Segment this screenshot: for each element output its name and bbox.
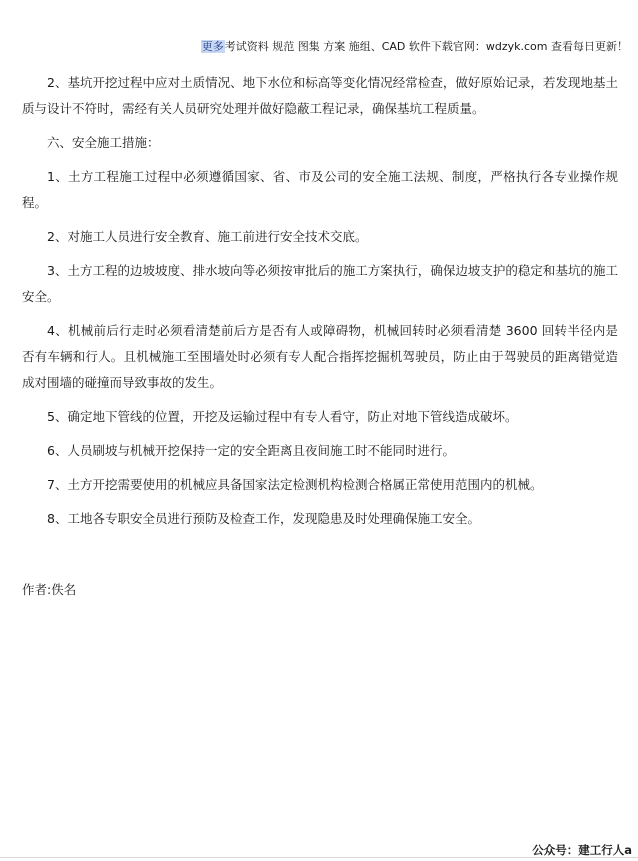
paragraph: 2、基坑开挖过程中应对土质情况、地下水位和标高等变化情况经常检查，做好原始记录，若发现地基土质与设计不符时，需经有关人员研究处理并做好隐蔽工程记录，确保基坑工程质量。 bbox=[22, 75, 618, 116]
footer-watermark: 公众号：建工行人a bbox=[532, 843, 632, 857]
paragraph: 4、机械前后行走时必须看清楚前后方是否有人或障碍物，机械回转时必须看清楚 3600 回转半径内是否有车辆和行人。且机械施工至围墙处时必须有专人配合指挥挖掘机驾驶员，防止由于驾驶员的距离错觉造成对围墙的碰撞而导致事故的发生。 bbox=[22, 323, 618, 390]
paragraph: 3、土方工程的边坡坡度、排水坡向等必须按审批后的施工方案执行，确保边坡支护的稳定和基坑的施工安全。 bbox=[22, 263, 618, 304]
header-text: 考试资料 规范 图集 方案 施组、CAD 软件下载官网：wdzyk.com 查看每日更新！ bbox=[224, 40, 628, 53]
paragraph: 8、工地各专职安全员进行预防及检查工作，发现隐患及时处理确保施工安全。 bbox=[47, 511, 480, 526]
document-body bbox=[22, 70, 618, 532]
paragraph: 7、土方开挖需要使用的机械应具备国家法定检测机构检测合格属正常使用范围内的机械。 bbox=[47, 477, 543, 492]
paragraph: 2、对施工人员进行安全教育、施工前进行安全技术交底。 bbox=[47, 229, 368, 244]
paragraph: 1、土方工程施工过程中必须遵循国家、省、市及公司的安全施工法规、制度，严格执行各专业操作规程。 bbox=[22, 169, 618, 210]
section-heading: 六、安全施工措施： bbox=[47, 135, 160, 150]
paragraph: 5、确定地下管线的位置，开挖及运输过程中有专人看守，防止对地下管线造成破坏。 bbox=[47, 409, 518, 424]
paragraph: 6、人员刷坡与机械开挖保持一定的安全距离且夜间施工时不能同时进行。 bbox=[47, 443, 455, 458]
header-highlight[interactable]: 更多 bbox=[201, 40, 224, 53]
page-header bbox=[201, 38, 628, 54]
author-line: 作者:佚名 bbox=[22, 582, 77, 597]
